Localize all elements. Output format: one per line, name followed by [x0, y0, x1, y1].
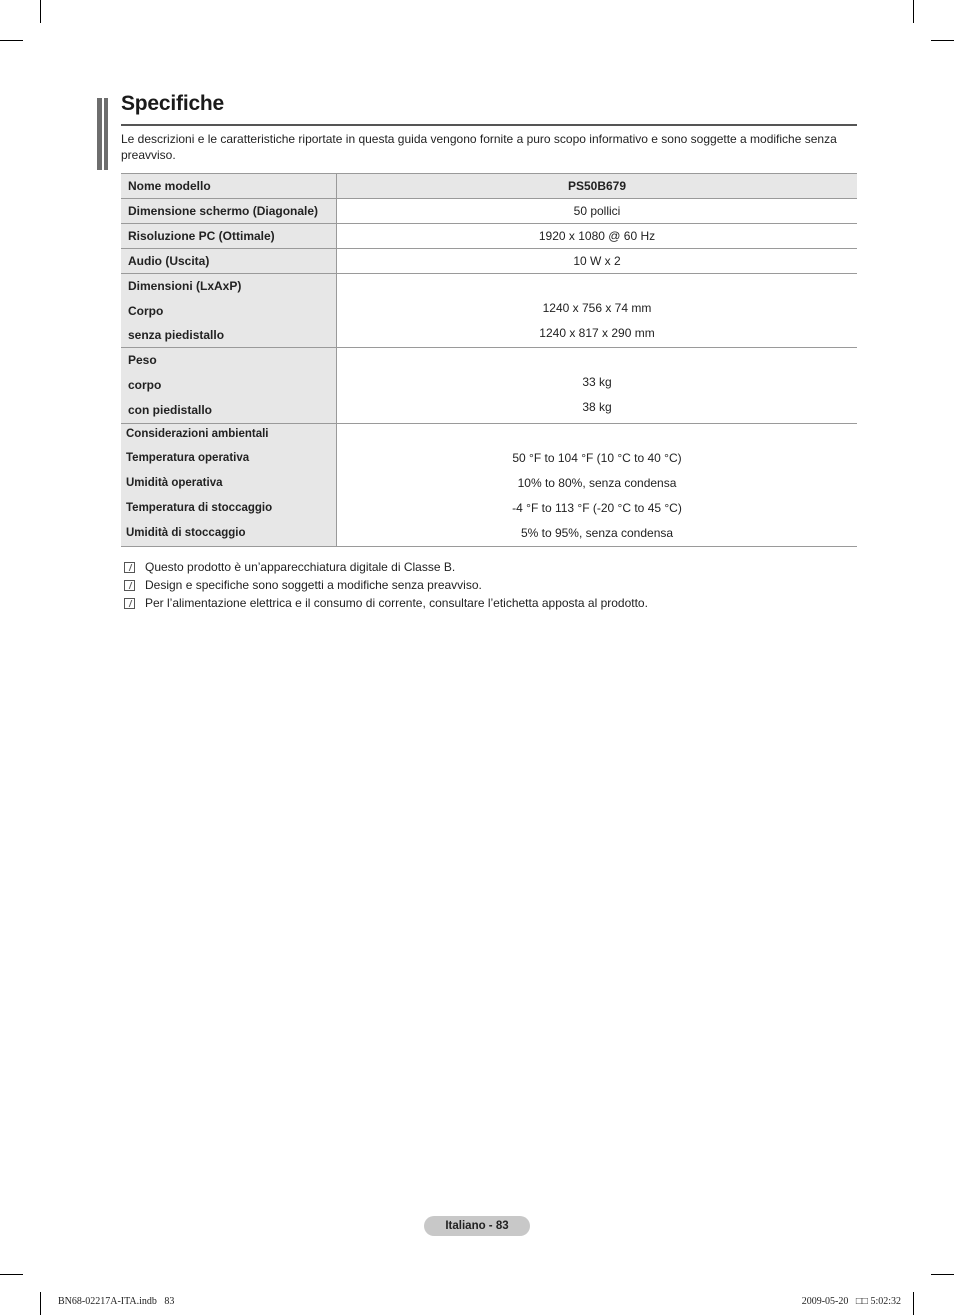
spec-value: 1240 x 817 x 290 mm [539, 326, 655, 340]
list-item [121, 576, 648, 594]
table-row [121, 224, 857, 249]
spec-sublabel: Temperatura operativa [126, 452, 250, 464]
crop-mark [40, 1292, 41, 1315]
note-text: Questo prodotto è un’apparecchiatura digitale di Classe B. [145, 560, 456, 574]
crop-mark [40, 0, 41, 23]
note-icon [124, 598, 135, 609]
spec-value: 50 pollici [573, 204, 621, 218]
spec-value: 10 W x 2 [573, 254, 621, 268]
spec-label: Peso [128, 353, 157, 367]
list-item [121, 558, 648, 576]
crop-mark [0, 40, 23, 41]
title-decoration [97, 98, 109, 170]
title-divider [121, 124, 857, 126]
page-title: Specifiche [121, 92, 225, 115]
note-icon [124, 562, 135, 573]
table-row [121, 274, 857, 348]
crop-mark [913, 0, 914, 23]
crop-mark [931, 1274, 954, 1275]
intro-text: Le descrizioni e le caratteristiche riportate in questa guida vengono fornite a puro scopo informativo e sono soggette a modifiche senza preavviso. [121, 132, 837, 162]
crop-mark [931, 40, 954, 41]
spec-label: Audio (Uscita) [128, 254, 210, 268]
list-item [121, 594, 648, 612]
spec-value: 10% to 80%, senza condensa [517, 476, 677, 490]
table-row [121, 249, 857, 274]
spec-value: 1240 x 756 x 74 mm [542, 301, 652, 315]
spec-label: Nome modello [128, 179, 211, 193]
spec-value: PS50B679 [567, 179, 627, 193]
spec-sublabel: corpo [128, 378, 162, 392]
table-row [121, 174, 857, 199]
table-row [121, 348, 857, 424]
spec-value: 33 kg [582, 375, 612, 389]
spec-sublabel: Umidità operativa [126, 477, 223, 489]
crop-mark [913, 1292, 914, 1315]
spec-sublabel: Umidità di stoccaggio [126, 527, 246, 539]
spec-value: -4 °F to 113 °F (-20 °C to 45 °C) [512, 501, 682, 515]
page-number-badge: Italiano - 83 [424, 1216, 530, 1236]
note-text: Design e specifiche sono soggetti a modifiche senza preavviso. [145, 578, 482, 592]
print-timestamp: 2009-05-20 □□ 5:02:32 [801, 1296, 901, 1307]
spec-sublabel: Temperatura di stoccaggio [126, 502, 273, 514]
table-row [121, 424, 857, 547]
spec-value: 1920 x 1080 @ 60 Hz [538, 229, 656, 243]
spec-sublabel: con piedistallo [128, 403, 213, 417]
spec-label: Dimensioni (LxAxP) [128, 279, 242, 293]
crop-mark [0, 1274, 23, 1275]
specifications-table [121, 173, 857, 547]
spec-label: Considerazioni ambientali [126, 428, 269, 440]
spec-value: 38 kg [582, 400, 612, 414]
spec-value: 5% to 95%, senza condensa [520, 526, 674, 540]
table-row [121, 199, 857, 224]
spec-sublabel: senza piedistallo [128, 328, 225, 342]
note-icon [124, 580, 135, 591]
note-text: Per l’alimentazione elettrica e il consumo di corrente, consultare l’etichetta apposta al prodotto. [145, 596, 648, 610]
spec-value: 50 °F to 104 °F (10 °C to 40 °C) [512, 451, 682, 465]
spec-sublabel: Corpo [128, 304, 164, 318]
file-info: BN68-02217A-ITA.indb 83 [58, 1296, 175, 1307]
notes-list [121, 558, 648, 612]
spec-label: Risoluzione PC (Ottimale) [128, 229, 275, 243]
spec-label: Dimensione schermo (Diagonale) [128, 204, 319, 218]
